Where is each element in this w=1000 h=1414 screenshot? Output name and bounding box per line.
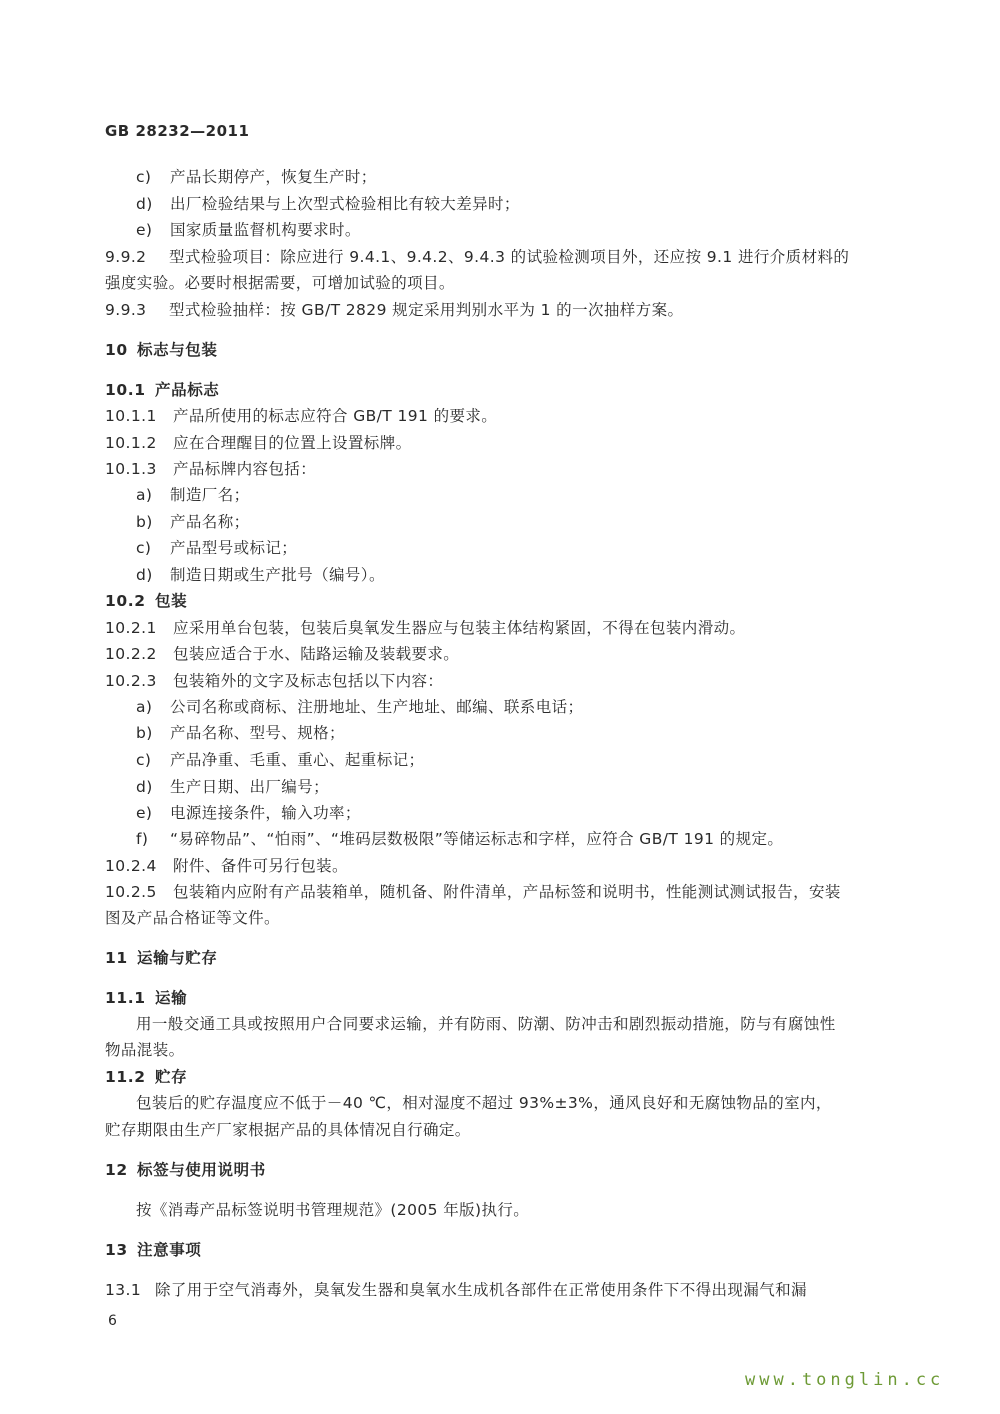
line-text: 物品混装。: [105, 1041, 185, 1059]
section-heading: [105, 591, 187, 611]
line-text: 包装应适合于水、陆路运输及装载要求。: [173, 645, 460, 663]
clause-number: 9.9.2: [105, 248, 147, 266]
line-text: 产品所使用的标志应符合 GB/T 191 的要求。: [173, 407, 498, 425]
line-text: 包装箱内应附有产品装箱单，随机备、附件清单，产品标签和说明书，性能测试测试报告，安装: [173, 883, 841, 901]
line-text: 贮存期限由生产厂家根据产品的具体情况自行确定。: [105, 1121, 471, 1139]
line-text: 生产日期、出厂编号；: [170, 778, 330, 796]
list-item-label: e): [136, 804, 153, 822]
list-item-label: e): [136, 221, 153, 239]
line-text: 贮存: [155, 1068, 188, 1086]
paragraph-continuation: [105, 1040, 185, 1060]
list-item: [136, 750, 424, 770]
clause-number: 11: [105, 949, 128, 967]
line-text: 制造厂名；: [170, 486, 250, 504]
chapter-heading: [105, 948, 218, 968]
line-text: 附件、备件可另行包装。: [173, 857, 348, 875]
list-item: [136, 697, 583, 717]
clause-number: 10.2.5: [105, 883, 157, 901]
line-text: 包装箱外的文字及标志包括以下内容：: [173, 672, 444, 690]
document-code: GB 28232—2011: [105, 122, 250, 140]
clause-number: 10.1: [105, 381, 146, 399]
list-item: [136, 538, 297, 558]
line-text: 电源连接条件，输入功率；: [170, 804, 361, 822]
line-text: 公司名称或商标、注册地址、生产地址、邮编、联系电话；: [170, 698, 584, 716]
clause-number: 10.2: [105, 592, 146, 610]
clause-number: 9.9.3: [105, 301, 147, 319]
section-heading: [105, 988, 187, 1008]
paragraph-continuation: [105, 273, 455, 293]
list-item-label: c): [136, 751, 152, 769]
clause: [105, 459, 316, 479]
watermark-url: www.tonglin.cc: [745, 1370, 945, 1390]
line-text: 国家质量监督机构要求时。: [170, 221, 361, 239]
section-heading: [105, 1067, 187, 1087]
list-item: [136, 485, 250, 505]
page-number: 6: [108, 1313, 117, 1329]
clause-number: 10.2.2: [105, 645, 157, 663]
clause-number: 10.2.4: [105, 857, 157, 875]
line-text: 运输与贮存: [137, 949, 218, 967]
list-item-label: d): [136, 566, 153, 584]
clause: [105, 618, 745, 638]
clause: [105, 644, 459, 664]
line-text: 除了用于空气消毒外，臭氧发生器和臭氧水生成机各部件在正常使用条件下不得出现漏气和漏: [155, 1281, 807, 1299]
list-item: [136, 167, 377, 187]
clause-number: 10.2.3: [105, 672, 157, 690]
section-heading: [105, 380, 219, 400]
clause: [105, 247, 849, 267]
line-text: 产品型号或标记；: [170, 539, 298, 557]
line-text: 用一般交通工具或按照用户合同要求运输，并有防雨、防潮、防冲击和剧烈振动措施，防与有腐蚀性: [136, 1015, 836, 1033]
paragraph: [136, 1014, 836, 1034]
list-item-label: a): [136, 698, 153, 716]
line-text: 按《消毒产品标签说明书管理规范》(2005 年版)执行。: [136, 1201, 530, 1219]
line-text: 产品净重、毛重、重心、起重标记；: [170, 751, 425, 769]
chapter-heading: [105, 1240, 201, 1260]
clause-number: 11.1: [105, 989, 146, 1007]
line-text: 出厂检验结果与上次型式检验相比有较大差异时；: [170, 195, 520, 213]
line-text: 包装后的贮存温度应不低于－40 ℃，相对湿度不超过 93%±3%，通风良好和无腐蚀物品的室内，: [136, 1094, 832, 1112]
paragraph: [136, 1093, 832, 1113]
clause-number: 10.1.1: [105, 407, 157, 425]
clause: [105, 882, 841, 902]
line-text: 产品标牌内容包括：: [173, 460, 317, 478]
line-text: 产品名称；: [170, 513, 250, 531]
clause-number: 10.2.1: [105, 619, 157, 637]
list-item: [136, 194, 520, 214]
list-item-label: d): [136, 778, 153, 796]
list-item: [136, 220, 361, 240]
line-text: 运输: [155, 989, 188, 1007]
list-item-label: c): [136, 539, 152, 557]
line-text: 应采用单台包装，包装后臭氧发生器应与包装主体结构紧固，不得在包装内滑动。: [173, 619, 746, 637]
line-text: 包装: [155, 592, 188, 610]
line-text: 标签与使用说明书: [137, 1161, 266, 1179]
paragraph-continuation: [105, 908, 280, 928]
clause-number: 13: [105, 1241, 128, 1259]
clause-number: 12: [105, 1161, 128, 1179]
list-item-label: b): [136, 513, 153, 531]
line-text: 型式检验抽样：按 GB/T 2829 规定采用判别水平为 1 的一次抽样方案。: [169, 301, 684, 319]
line-text: 图及产品合格证等文件。: [105, 909, 280, 927]
clause-number: 10.1.2: [105, 434, 157, 452]
line-text: 强度实验。必要时根据需要，可增加试验的项目。: [105, 274, 455, 292]
list-item: [136, 829, 783, 849]
clause-number: 10: [105, 341, 128, 359]
line-text: 产品名称、型号、规格；: [170, 724, 345, 742]
list-item: [136, 777, 329, 797]
list-item: [136, 803, 361, 823]
list-item-label: f): [136, 830, 149, 848]
clause: [105, 406, 497, 426]
clause: [105, 433, 412, 453]
clause-number: 11.2: [105, 1068, 146, 1086]
chapter-heading: [105, 1160, 266, 1180]
clause-number: 10.1.3: [105, 460, 157, 478]
clause: [105, 856, 348, 876]
list-item-label: c): [136, 168, 152, 186]
clause: [105, 300, 683, 320]
line-text: 注意事项: [137, 1241, 202, 1259]
line-text: 型式检验项目：除应进行 9.4.1、9.4.2、9.4.3 的试验检测项目外，还应按 9.1 进行介质材料的: [169, 248, 850, 266]
list-item: [136, 565, 385, 585]
line-text: 标志与包装: [137, 341, 218, 359]
paragraph-continuation: [105, 1120, 471, 1140]
list-item: [136, 512, 250, 532]
line-text: 应在合理醒目的位置上设置标牌。: [173, 434, 412, 452]
list-item-label: b): [136, 724, 153, 742]
line-text: 产品长期停产，恢复生产时；: [170, 168, 377, 186]
clause: [105, 671, 443, 691]
line-text: “易碎物品”、“怕雨”、“堆码层数极限”等储运标志和字样，应符合 GB/T 191 的规定。: [170, 830, 784, 848]
clause: [105, 1280, 807, 1300]
paragraph: [136, 1200, 529, 1220]
list-item: [136, 723, 345, 743]
line-text: 产品标志: [155, 381, 220, 399]
list-item-label: d): [136, 195, 153, 213]
chapter-heading: [105, 340, 218, 360]
line-text: 制造日期或生产批号（编号）。: [170, 566, 385, 584]
clause-number: 13.1: [105, 1281, 142, 1299]
list-item-label: a): [136, 486, 153, 504]
